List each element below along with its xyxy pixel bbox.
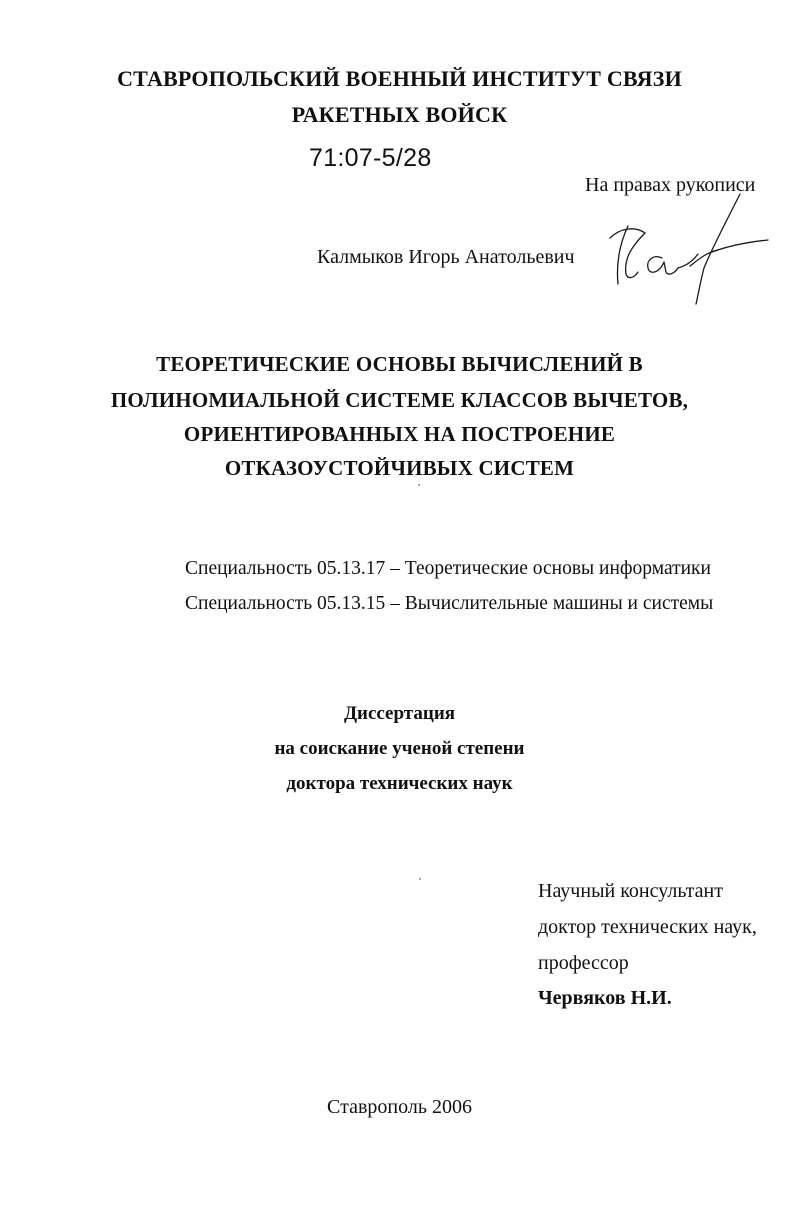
rights-note: На правах рукописи [585,174,756,196]
advisor-title: профессор [538,952,629,974]
specialty-1: Специальность 05.13.17 – Теоретические основы информатики [185,558,711,579]
degree-type: доктора технических наук [286,773,513,794]
thesis-title-line1: ТЕОРЕТИЧЕСКИЕ ОСНОВЫ ВЫЧИСЛЕНИЙ В [156,352,643,376]
advisor-degree: доктор технических наук, [538,916,757,938]
author-name: Калмыков Игорь Анатольевич [317,246,575,268]
catalog-code: 71:07-5/28 [309,144,432,172]
institute-name-line2: РАКЕТНЫХ ВОЙСК [291,102,508,127]
author-signature [600,188,770,308]
dissertation-label: Диссертация [343,703,456,724]
advisor-role: Научный консультант [538,880,723,902]
thesis-title-line3: ОРИЕНТИРОВАННЫХ НА ПОСТРОЕНИЕ [183,422,616,446]
institute-name-line1: СТАВРОПОЛЬСКИЙ ВОЕННЫЙ ИНСТИТУТ СВЯЗИ [117,66,682,91]
city-year: Ставрополь 2006 [327,1096,472,1118]
thesis-title-line2: ПОЛИНОМИАЛЬНОЙ СИСТЕМЕ КЛАССОВ ВЫЧЕТОВ, [110,388,689,412]
scan-speck [418,484,420,486]
thesis-title-line4: ОТКАЗОУСТОЙЧИВЫХ СИСТЕМ [224,456,575,480]
degree-purpose: на соискание ученой степени [274,738,525,759]
advisor-name: Червяков Н.И. [538,987,672,1009]
scan-speck [419,878,421,880]
specialty-2: Специальность 05.13.15 – Вычислительные машины и системы [185,593,714,614]
